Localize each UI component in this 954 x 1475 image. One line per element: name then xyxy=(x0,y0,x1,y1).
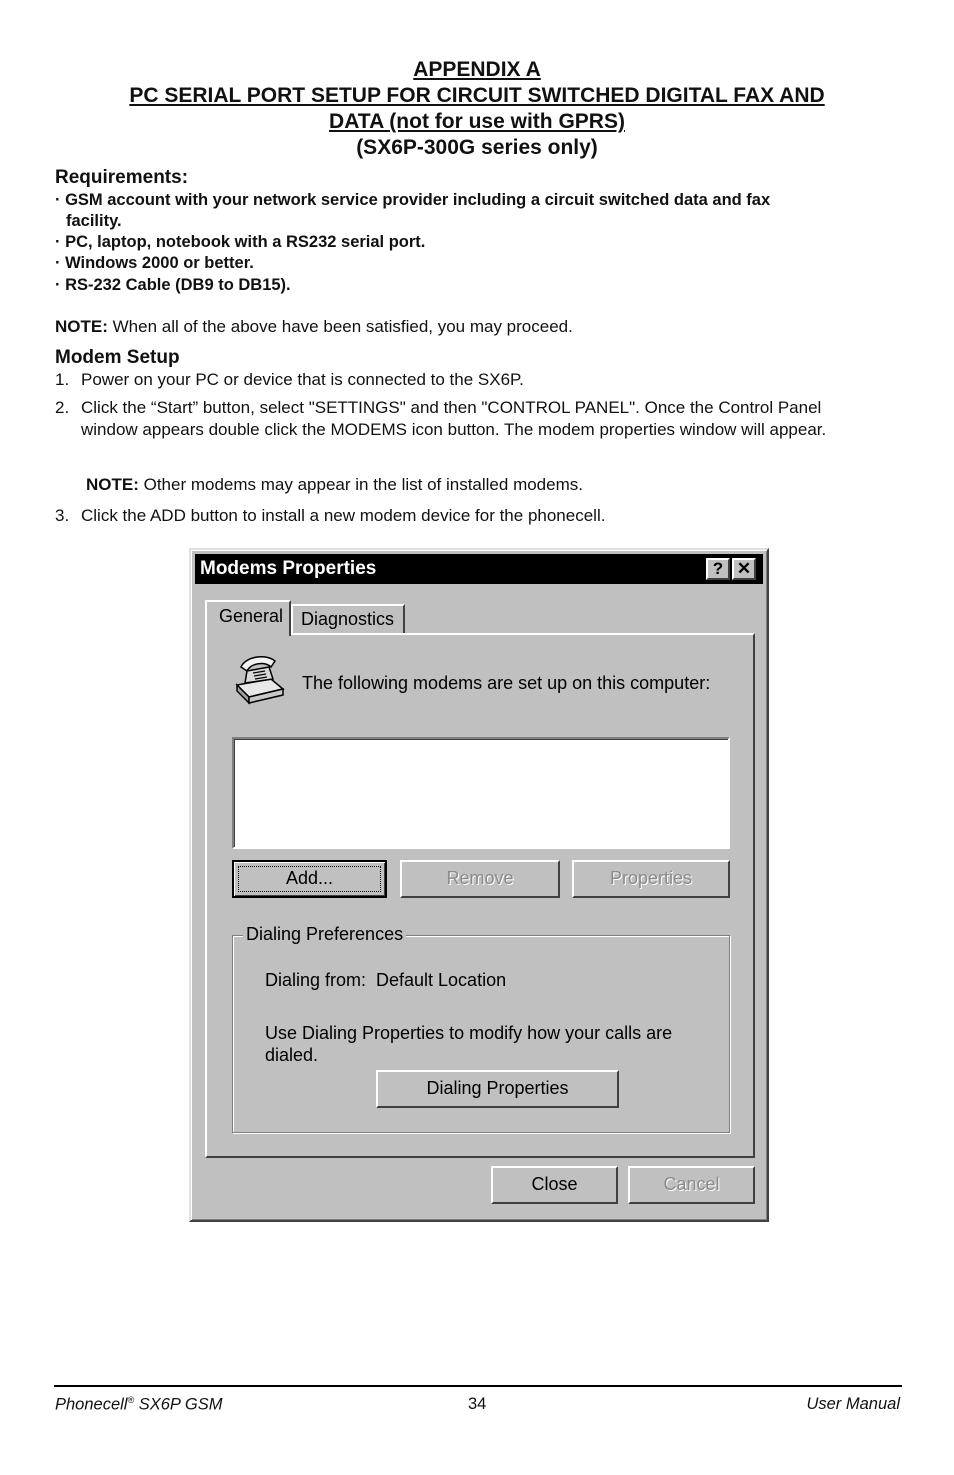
requirement-item-continued: facility. xyxy=(66,212,122,230)
requirements-heading: Requirements: xyxy=(55,167,189,188)
tab-diagnostics[interactable]: Diagnostics xyxy=(291,604,405,634)
telephone-icon xyxy=(231,653,287,707)
footer-product: Phonecell® SX6P GSM xyxy=(55,1395,223,1414)
modem-properties-button[interactable]: Properties xyxy=(572,860,730,898)
installed-modems-list[interactable] xyxy=(232,737,730,849)
tab-general[interactable]: General xyxy=(205,600,291,636)
appendix-subtitle-line1: PC SERIAL PORT SETUP FOR CIRCUIT SWITCHED DIGITAL FAX AND xyxy=(129,84,825,107)
requirement-item: · RS-232 Cable (DB9 to DB15). xyxy=(55,276,291,294)
appendix-subtitle-line2: DATA (not for use with GPRS) xyxy=(329,110,625,133)
appendix-subtitle-line3: (SX6P-300G series only) xyxy=(356,136,598,159)
modems-properties-dialog xyxy=(189,548,769,1222)
dialog-titlebar[interactable] xyxy=(195,554,763,584)
appendix-title: APPENDIX A xyxy=(413,58,541,81)
dialing-location-value: Default Location xyxy=(376,970,507,990)
note-satisfied: NOTE: When all of the above have been satisfied, you may proceed. xyxy=(55,317,573,336)
dialing-preferences-label: Dialing Preferences xyxy=(243,924,406,945)
add-modem-button[interactable]: Add... xyxy=(232,860,387,898)
dialing-preferences-group xyxy=(232,924,730,1133)
requirement-item: · PC, laptop, notebook with a RS232 serial port. xyxy=(55,233,426,251)
requirement-item: · Windows 2000 or better. xyxy=(55,254,254,272)
cancel-button[interactable]: Cancel xyxy=(628,1166,755,1204)
close-button[interactable]: Close xyxy=(491,1166,618,1204)
dialing-from-label: Dialing from: xyxy=(265,970,367,990)
modem-setup-heading: Modem Setup xyxy=(55,347,180,368)
modems-intro-text: The following modems are set up on this computer: xyxy=(302,673,711,693)
remove-modem-button[interactable]: Remove xyxy=(400,860,560,898)
dialog-title: Modems Properties xyxy=(200,558,377,579)
requirement-item: · GSM account with your network service provider including a circuit switched data and fax xyxy=(55,191,771,209)
help-button[interactable]: ? xyxy=(706,558,730,580)
dialing-properties-button[interactable]: Dialing Properties xyxy=(376,1070,619,1108)
note-other-modems: NOTE: Other modems may appear in the list of installed modems. xyxy=(86,475,583,494)
page-number: 34 xyxy=(468,1395,487,1413)
general-tab-panel xyxy=(205,633,755,1158)
footer-doc-title: User Manual xyxy=(806,1395,900,1413)
close-icon[interactable]: ✕ xyxy=(732,558,756,580)
dialing-note: Use Dialing Properties to modify how your calls are dialed. xyxy=(265,1023,673,1065)
footer-divider xyxy=(54,1385,902,1387)
